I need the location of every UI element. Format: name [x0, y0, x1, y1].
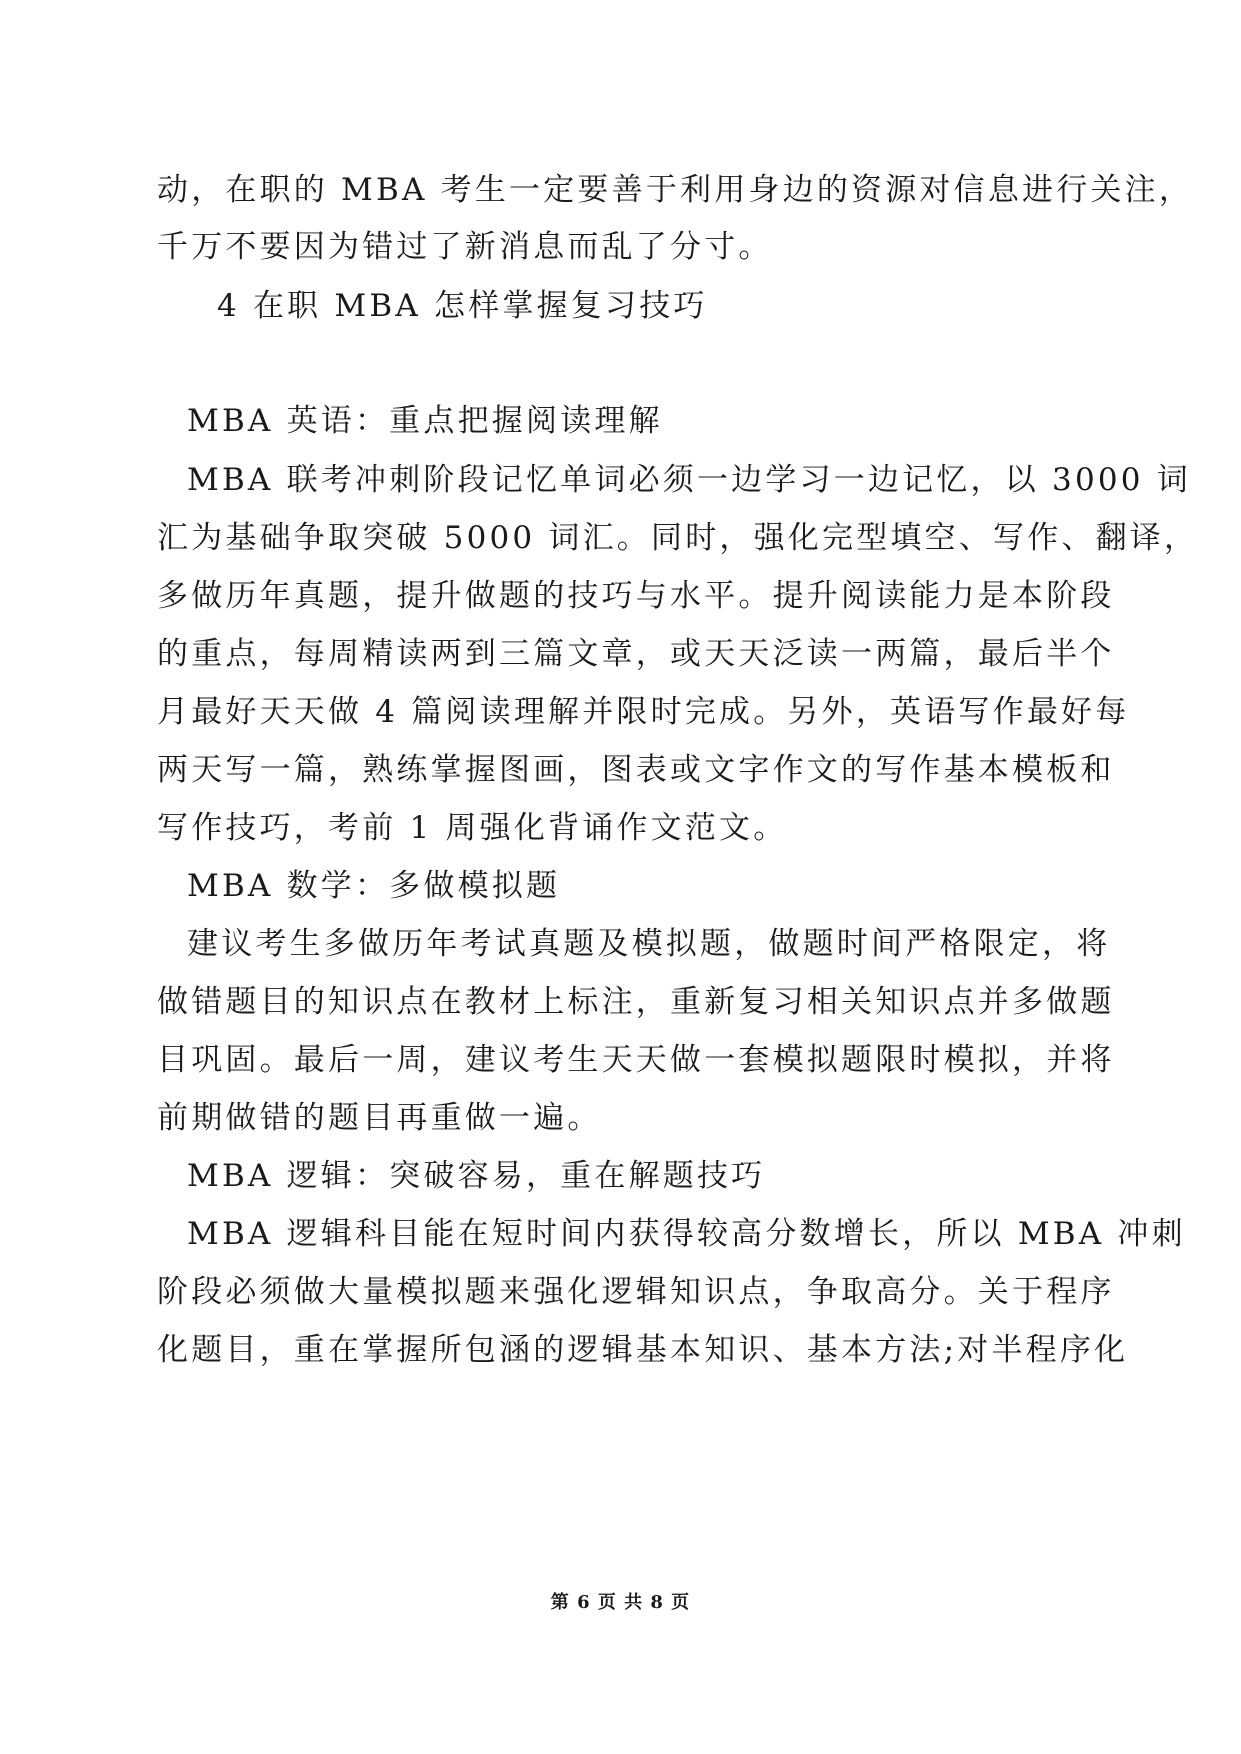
paragraph-line: 建议考生多做历年考试真题及模拟题，做题时间严格限定，将 — [187, 926, 1111, 962]
paragraph-line: 写作技巧，考前 1 周强化背诵作文范文。 — [157, 810, 788, 846]
paragraph-line: 前期做错的题目再重做一遍。 — [157, 1100, 602, 1136]
subsection-heading-logic: MBA 逻辑：突破容易，重在解题技巧 — [187, 1158, 766, 1194]
paragraph-line: 两天写一篇，熟练掌握图画，图表或文字作文的写作基本模板和 — [157, 752, 1115, 788]
paragraph-line: 汇为基础争取突破 5000 词汇。同时，强化完型填空、写作、翻译， — [157, 520, 1199, 556]
page-number-footer: 第 6 页 共 8 页 — [550, 1592, 691, 1613]
paragraph-line: MBA 联考冲刺阶段记忆单词必须一边学习一边记忆，以 3000 词 — [187, 462, 1191, 498]
paragraph-line: 多做历年真题，提升做题的技巧与水平。提升阅读能力是本阶段 — [157, 578, 1115, 614]
paragraph-line: 化题目，重在掌握所包涵的逻辑基本知识、基本方法;对半程序化 — [157, 1332, 1129, 1368]
paragraph-line: 目巩固。最后一周，建议考生天天做一套模拟题限时模拟，并将 — [157, 1042, 1115, 1078]
subsection-heading-english: MBA 英语：重点把握阅读理解 — [187, 403, 663, 439]
paragraph-line: MBA 逻辑科目能在短时间内获得较高分数增长，所以 MBA 冲刺 — [187, 1216, 1186, 1252]
paragraph-line: 月最好天天做 4 篇阅读理解并限时完成。另外，英语写作最好每 — [157, 694, 1130, 730]
paragraph-line: 阶段必须做大量模拟题来强化逻辑知识点，争取高分。关于程序 — [157, 1274, 1115, 1310]
paragraph-line: 千万不要因为错过了新消息而乱了分寸。 — [157, 229, 773, 265]
paragraph-line: 做错题目的知识点在教材上标注，重新复习相关知识点并多做题 — [157, 984, 1115, 1020]
paragraph-line: 动，在职的 MBA 考生一定要善于利用身边的资源对信息进行关注， — [157, 172, 1194, 208]
subsection-heading-math: MBA 数学：多做模拟题 — [187, 868, 561, 904]
section-heading: 4 在职 MBA 怎样掌握复习技巧 — [217, 288, 708, 324]
paragraph-line: 的重点，每周精读两到三篇文章，或天天泛读一两篇，最后半个 — [157, 636, 1115, 672]
